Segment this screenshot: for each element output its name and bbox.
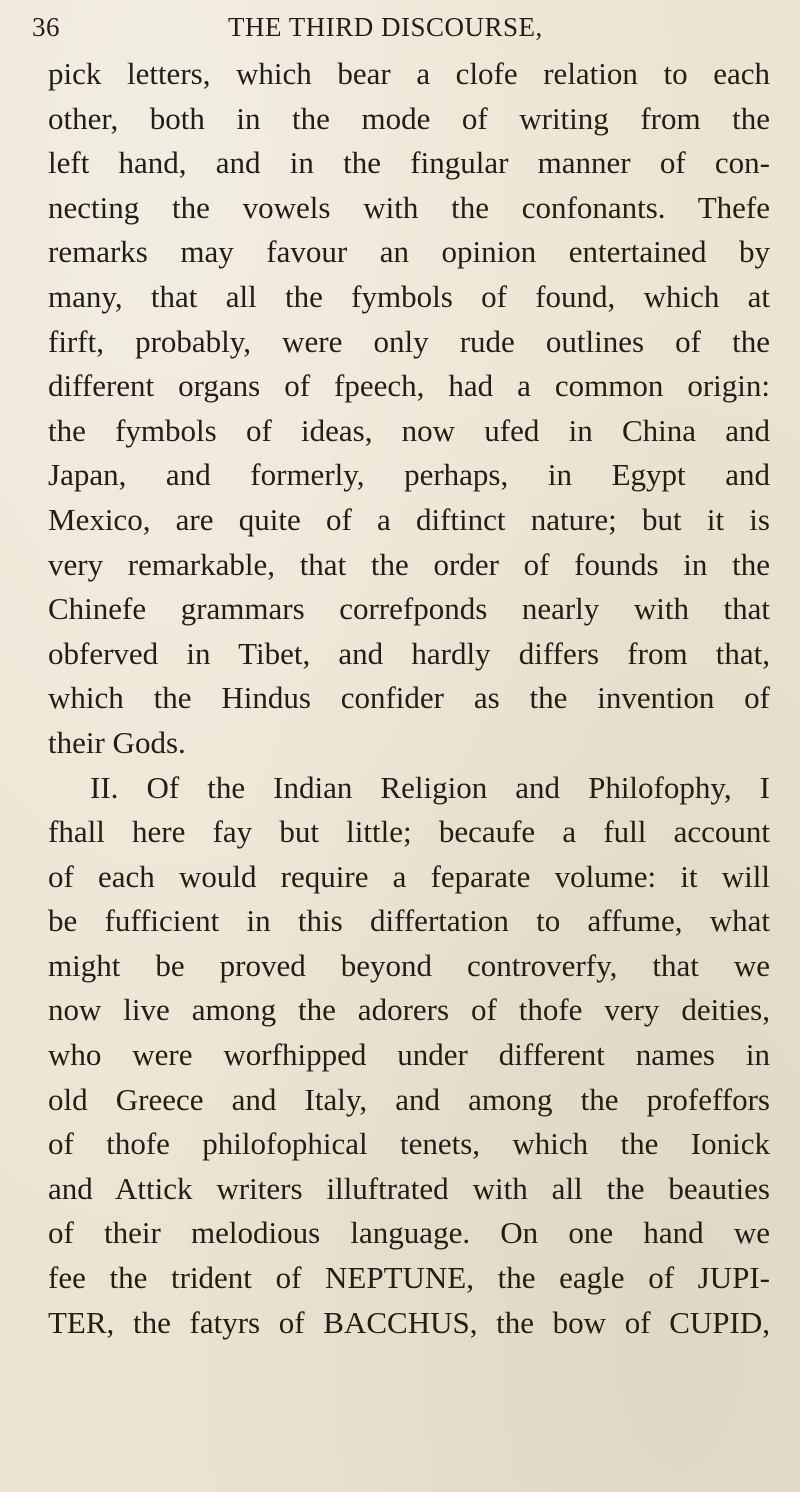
body-text: [48, 52, 770, 1345]
text-line: Chinefe grammars correfponds nearly with that: [48, 591, 770, 627]
text-line: left hand, and in the fingular manner of con-: [48, 145, 770, 181]
text-line: now live among the adorers of thofe very deities,: [48, 992, 770, 1028]
text-line: obferved in Tibet, and hardly differs from that,: [48, 635, 770, 671]
text-line: very remarkable, that the order of founds in the: [48, 546, 770, 582]
text-line: be fufficient in this differtation to affume, what: [48, 903, 770, 939]
text-line: Japan, and formerly, perhaps, in Egypt and: [48, 457, 770, 493]
text-line: pick letters, which bear a clofe relation to each: [48, 56, 770, 91]
text-line: fee the trident of NEPTUNE, the eagle of JUPI-: [48, 1260, 770, 1296]
text-line: II. Of the Indian Religion and Philofophy, I: [90, 769, 770, 805]
page-number: 36: [32, 12, 60, 42]
text-line: many, that all the fymbols of found, which at: [48, 278, 770, 314]
text-line: necting the vowels with the confonants. Thefe: [48, 189, 770, 225]
text-line: different organs of fpeech, had a common origin:: [48, 368, 770, 404]
text-line: TER, the fatyrs of BACCHUS, the bow of CUPID,: [48, 1304, 770, 1340]
text-line: firft, probably, were only rude outlines of the: [48, 323, 770, 359]
text-line: of thofe philofophical tenets, which the Ionick: [48, 1126, 770, 1162]
text-line: and Attick writers illuftrated with all the beauties: [48, 1170, 770, 1206]
text-line: who were worfhipped under different names in: [48, 1037, 770, 1073]
text-line: which the Hindus confider as the invention of: [48, 680, 770, 716]
text-line: fhall here fay but little; becaufe a full account: [48, 814, 770, 850]
text-line: of their melodious language. On one hand we: [48, 1215, 770, 1251]
running-title: THE THIRD DISCOURSE,: [228, 12, 543, 42]
text-line: Mexico, are quite of a diftinct nature; but it is: [48, 501, 770, 537]
text-line: old Greece and Italy, and among the profeffors: [48, 1081, 770, 1117]
text-line: remarks may favour an opinion entertained by: [48, 234, 770, 270]
text-line: their Gods.: [48, 724, 186, 760]
page-header: [32, 6, 772, 46]
text-line: might be proved beyond controverfy, that we: [48, 947, 770, 983]
text-line: the fymbols of ideas, now ufed in China and: [48, 412, 770, 448]
text-line: other, both in the mode of writing from the: [48, 100, 770, 136]
text-line: of each would require a feparate volume: it will: [48, 858, 770, 894]
